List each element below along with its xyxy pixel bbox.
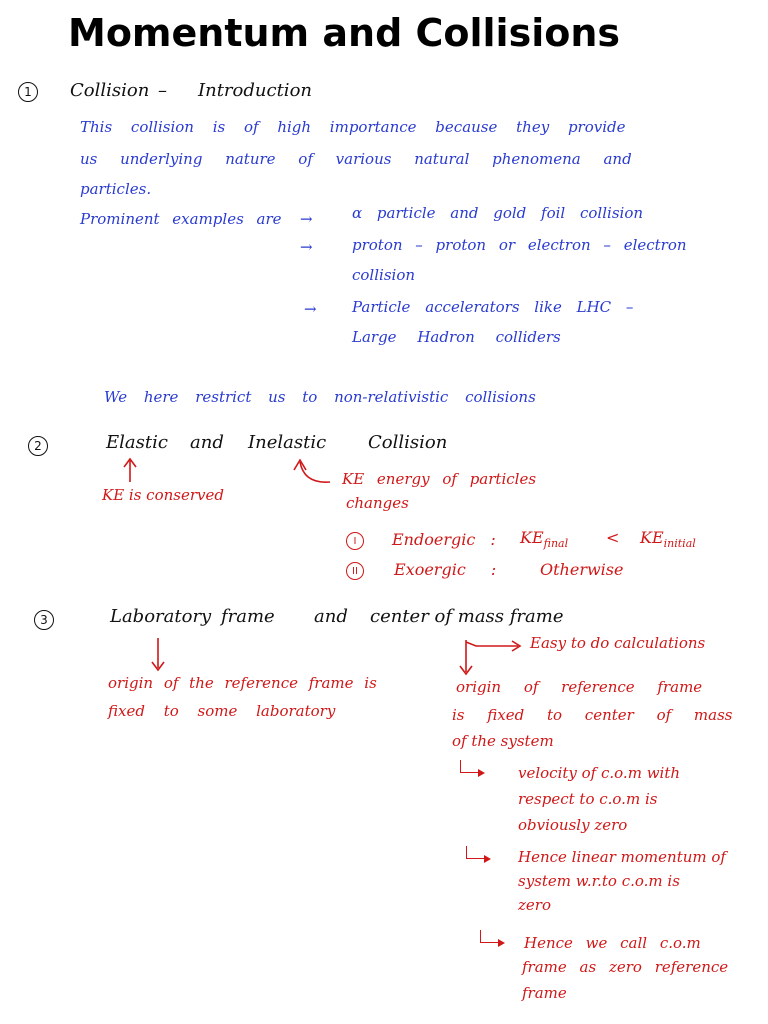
exoergic-value: Otherwise — [540, 560, 624, 579]
zero-frame-note-line-1: Hence we call c.o.m — [524, 934, 701, 952]
ke-changes-note-line-2: changes — [346, 494, 409, 512]
exoergic-label: Exoergic : — [394, 560, 497, 579]
and-label: and — [190, 432, 224, 453]
ke-conserved-note: KE is conserved — [102, 486, 224, 504]
velocity-note-line-1: velocity of c.o.m with — [518, 764, 681, 782]
endoergic-formula — [520, 530, 568, 549]
com-origin-line-3: of the system — [452, 732, 554, 750]
endoergic-item-number: I — [346, 532, 364, 550]
example-item: Particle accelerators like LHC – — [352, 298, 634, 316]
final-subscript: final — [543, 537, 569, 551]
intro-paragraph-line-2: us underlying nature of various natural phenomena and — [80, 150, 632, 168]
example-item: collision — [352, 266, 416, 284]
endoergic-label: Endoergic : — [392, 530, 496, 549]
com-origin-line-2: is fixed to center of mass — [452, 706, 733, 724]
arrow-icon: → — [300, 210, 313, 228]
arrow-icon: → — [300, 238, 313, 256]
section-1-number: 1 — [18, 82, 38, 102]
exoergic-item-number: II — [346, 562, 364, 580]
zero-frame-note-line-3: frame — [522, 984, 567, 1002]
elastic-label: Elastic — [106, 432, 168, 453]
momentum-note-line-3: zero — [518, 896, 551, 914]
example-item: α particle and gold foil collision — [352, 204, 644, 222]
com-origin-line-1: origin of reference frame — [456, 678, 703, 696]
section-2-number: 2 — [28, 436, 48, 456]
momentum-note-line-2: system w.r.to c.o.m is — [518, 872, 680, 890]
less-than-sign: < — [606, 528, 620, 547]
lab-origin-line-1: origin of the reference frame is — [108, 674, 377, 692]
com-frame-label: center of mass frame — [370, 606, 564, 627]
lab-frame-label: Laboratory frame — [110, 606, 275, 627]
intro-paragraph-line-1: This collision is of high importance because they provide — [80, 118, 626, 136]
inelastic-label: Inelastic — [248, 432, 327, 453]
hook-arrow-icon — [466, 846, 489, 859]
ke-initial-symbol: KE — [640, 528, 664, 547]
examples-label: Prominent examples are — [80, 210, 282, 228]
collision-label: Collision — [368, 432, 448, 453]
ke-final-symbol: KE — [520, 528, 544, 547]
endoergic-initial — [640, 530, 696, 549]
lab-origin-line-2: fixed to some laboratory — [108, 702, 336, 720]
arrow-icon: → — [304, 300, 317, 318]
zero-frame-note-line-2: frame as zero reference — [522, 958, 729, 976]
velocity-note-line-2: respect to c.o.m is — [518, 790, 658, 808]
initial-subscript: initial — [663, 537, 696, 551]
section-3-number: 3 — [34, 610, 54, 630]
easy-calculations-note: Easy to do calculations — [530, 634, 706, 652]
hook-arrow-icon — [480, 930, 503, 943]
section-1-heading-dash: – — [158, 80, 167, 101]
example-item: proton – proton or electron – electron — [352, 236, 687, 254]
hook-arrow-icon — [460, 760, 483, 773]
momentum-note-line-1: Hence linear momentum of — [518, 848, 726, 866]
restriction-note: We here restrict us to non-relativistic collisions — [104, 388, 536, 406]
velocity-note-line-3: obviously zero — [518, 816, 628, 834]
and-label: and — [314, 606, 348, 627]
intro-paragraph-line-3: particles. — [80, 180, 152, 198]
ke-changes-note-line-1: KE energy of particles — [342, 470, 537, 488]
page-title: Momentum and Collisions — [68, 11, 621, 55]
example-item: Large Hadron colliders — [352, 328, 561, 346]
section-1-heading-right: Introduction — [198, 80, 312, 101]
section-1-heading-left: Collision — [70, 80, 150, 101]
